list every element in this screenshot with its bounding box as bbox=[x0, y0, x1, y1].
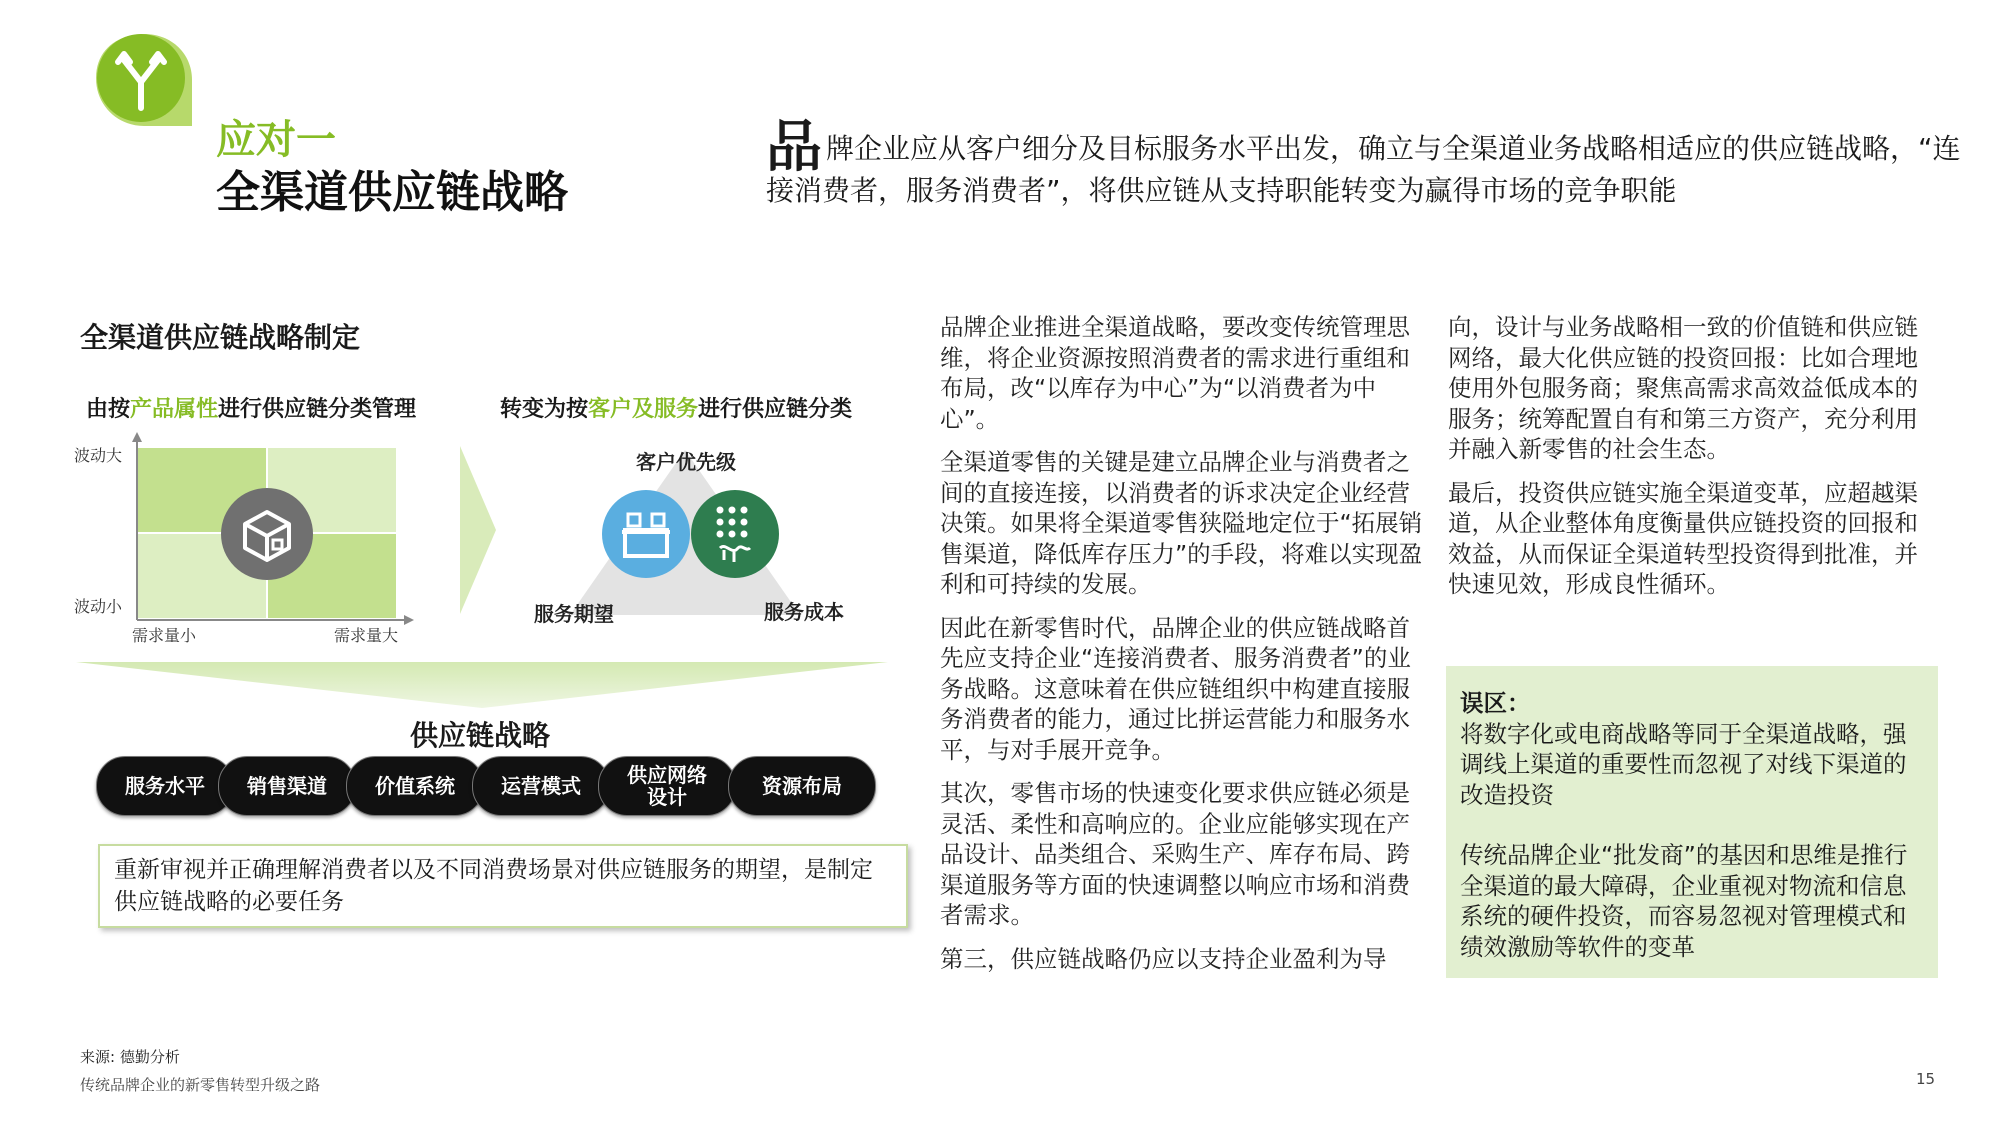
drop-cap: 品 bbox=[766, 115, 822, 180]
callout-paragraph-2: 传统品牌企业“批发商”的基因和思维是推行全渠道的最大障碍，企业重视对物流和信息系统的硬件投资，而容易忽视对管理模式和绩效激励等软件的变革 bbox=[1460, 841, 1908, 961]
pill-operating-model: 运营模式 bbox=[472, 756, 610, 816]
col1-paragraph: 第三，供应链战略仍应以支持企业盈利为导 bbox=[940, 944, 1387, 973]
page-number: 15 bbox=[1916, 1070, 1936, 1088]
right-heading-post: 进行供应链分类 bbox=[698, 397, 853, 422]
intro-paragraph bbox=[766, 115, 1966, 212]
right-heading-pre: 转变为按 bbox=[500, 397, 589, 422]
crowd-icon bbox=[691, 490, 779, 578]
intro-text: 牌企业应从客户细分及目标服务水平出发，确立与全渠道业务战略相适应的供应链战略，“连接消费者，服务消费者”，将供应链从支持职能转变为赢得市场的竞争职能 bbox=[766, 132, 1961, 207]
section-label: 应对一 bbox=[216, 117, 336, 163]
callout-paragraph-1: 将数字化或电商战略等同于全渠道战略，强调线上渠道的重要性而忽视了对线下渠道的改造投资 bbox=[1460, 719, 1907, 809]
text-column-2 bbox=[1448, 312, 1938, 613]
chevron-arrow-icon bbox=[460, 446, 500, 614]
col1-paragraph: 品牌企业推进全渠道战略，要改变传统管理思维，将企业资源按照消费者的需求进行重组和布局，改“以库存为中心”为“以消费者为中心”。 bbox=[940, 313, 1410, 433]
text-column-1 bbox=[940, 312, 1426, 987]
package-box-icon bbox=[221, 488, 313, 580]
store-icon bbox=[602, 490, 690, 578]
triangle-right-label: 服务成本 bbox=[764, 600, 844, 624]
diagram-title: 全渠道供应链战略制定 bbox=[80, 321, 361, 354]
callout-title: 误区： bbox=[1460, 689, 1531, 717]
matrix-chart bbox=[130, 430, 420, 630]
document-title: 传统品牌企业的新零售转型升级之路 bbox=[80, 1076, 321, 1094]
col1-paragraph: 因此在新零售时代，品牌企业的供应链战略首先应支持企业“连接消费者、服务消费者”的业务战略。这意味着在供应链组织中构建直接服务消费者的能力，通过比拼运营能力和服务水平，与对手展开竞争。 bbox=[940, 613, 1411, 764]
right-heading-highlight: 客户及服务 bbox=[588, 397, 699, 422]
x-axis-high-label: 需求量大 bbox=[334, 626, 399, 645]
funnel-wedge bbox=[76, 660, 888, 710]
left-heading bbox=[86, 392, 416, 423]
strategy-pills bbox=[96, 756, 886, 816]
section-title: 全渠道供应链战略 bbox=[216, 167, 568, 218]
pill-value-system: 价值系统 bbox=[346, 756, 484, 816]
pill-sales-channel: 销售渠道 bbox=[218, 756, 356, 816]
pill-resource-layout: 资源布局 bbox=[728, 756, 876, 816]
source-note: 来源: 德勤分析 bbox=[80, 1048, 180, 1066]
left-heading-highlight: 产品属性 bbox=[130, 397, 219, 422]
col1-paragraph: 全渠道零售的关键是建立品牌企业与消费者之间的直接连接，以消费者的诉求决定企业经营决策。如果将全渠道零售狭隘地定位于“拓展销售渠道，降低库存压力”的手段，将难以实现盈利和可持续的发展。 bbox=[940, 448, 1423, 598]
col2-paragraph: 最后，投资供应链实施全渠道变革，应超越渠道，从企业整体角度衡量供应链投资的回报和效益，从而保证全渠道转型投资得到批准，并快速见效，形成良性循环。 bbox=[1448, 478, 1918, 598]
task-box: 重新审视并正确理解消费者以及不同消费场景对供应链服务的期望，是制定供应链战略的必要任务 bbox=[98, 844, 908, 928]
right-heading bbox=[500, 392, 852, 423]
left-heading-post: 进行供应链分类管理 bbox=[218, 397, 417, 422]
pill-service-level: 服务水平 bbox=[96, 756, 234, 816]
col1-paragraph: 其次，零售市场的快速变化要求供应链必须是灵活、柔性和高响应的。企业应能够实现在产品设计、品类组合、采购生产、库存布局、跨渠道服务等方面的快速调整以响应市场和消费者需求。 bbox=[940, 779, 1410, 929]
service-triangle bbox=[560, 450, 810, 620]
strategy-title: 供应链战略 bbox=[410, 719, 551, 752]
section-logo bbox=[86, 30, 198, 130]
misconception-callout bbox=[1446, 666, 1938, 978]
triangle-left-label: 服务期望 bbox=[534, 602, 614, 626]
y-axis-low-label: 波动小 bbox=[74, 597, 123, 616]
col2-paragraph: 向，设计与业务战略相一致的价值链和供应链网络，最大化供应链的投资回报：比如合理地使用外包服务商；聚焦高需求高效益低成本的服务；统筹配置自有和第三方资产，充分利用并融入新零售的社会生态。 bbox=[1448, 313, 1918, 463]
left-heading-pre: 由按 bbox=[86, 397, 131, 422]
x-axis-low-label: 需求量小 bbox=[132, 626, 197, 645]
pill-supply-network-design: 供应网络 设计 bbox=[598, 756, 736, 816]
triangle-top-label: 客户优先级 bbox=[636, 450, 736, 474]
y-axis-high-label: 波动大 bbox=[74, 446, 123, 465]
